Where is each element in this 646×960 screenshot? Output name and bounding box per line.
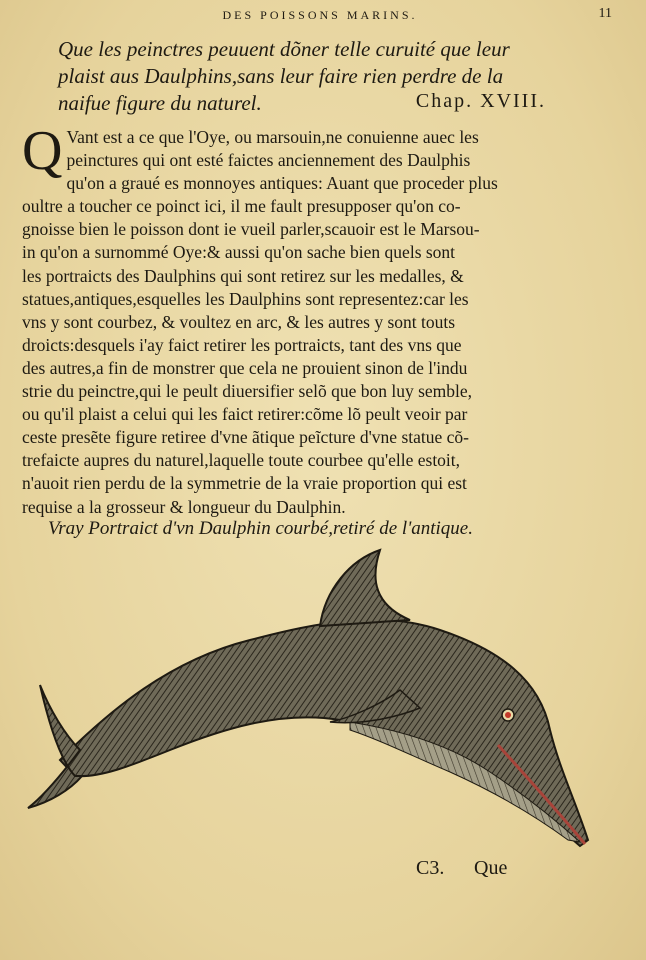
body-line: oultre a toucher ce poinct ici, il me fault presupposer qu'on co-	[22, 196, 461, 217]
dolphin-dorsal-fin	[320, 550, 410, 626]
body-line: droicts:desquels i'ay faict retirer les portraicts, tant des vns que	[22, 334, 462, 355]
running-head: DES POISSONS MARINS.	[222, 8, 418, 22]
body-line: in qu'on a surnommé Oye:& aussi qu'on sache bien quels sont	[22, 242, 456, 263]
catchword: Que	[474, 857, 508, 879]
dolphin-woodcut	[20, 540, 600, 870]
body-line: Vant est a ce que l'Oye, ou marsouin,ne conuienne auec les	[66, 127, 479, 147]
body-line: les portraicts des Daulphins qui sont retirez sur les medalles, &	[22, 265, 464, 286]
chapter-number: Chap. XVIII.	[415, 90, 546, 112]
dolphin-body	[60, 620, 588, 846]
body-line: vns y sont courbez, & voultez en arc, & les autres y sont touts	[22, 311, 456, 332]
body-line: requise a la grosseur & longueur du Daulphin.	[22, 496, 346, 517]
figure-caption: Vray Portraict d'vn Daulphin courbé,retiré de l'antique.	[48, 518, 473, 539]
body-line: statues,antiques,esquelles les Daulphins sont representez:car les	[22, 288, 469, 309]
signature-mark: C3.	[416, 857, 445, 879]
body-line: gnoisse bien le poisson dont ie vueil parler,scauoir est le Marsou-	[22, 219, 480, 240]
body-line: trefaicte aupres du naturel,laquelle toute courbee qu'elle estoit,	[22, 450, 461, 471]
body-line: peinctures qui ont esté faictes anciennement des Daulphis	[66, 150, 471, 171]
chapter-title-line: Que les peinctres peuuent dõner telle curuité que leur	[58, 37, 510, 61]
chapter-title-line: plaist aus Daulphins,sans leur faire rien perdre de la	[58, 64, 504, 88]
body-line: des autres,a fin de monstrer que cela ne prouient sinon de l'indu	[22, 357, 468, 378]
chapter-title-line: naifue figure du naturel.	[58, 91, 262, 115]
body-line: qu'on a graué es monnoyes antiques: Auant que proceder plus	[66, 173, 498, 194]
folio-number: 11	[598, 6, 612, 21]
body-line: ou qu'il plaist a celui qui les faict retirer:cõme lõ peult veoir par	[22, 404, 468, 425]
body-text	[22, 120, 522, 519]
body-line: n'auoit rien perdu de la symmetrie de la vraie proportion qui est	[22, 473, 467, 494]
body-line: strie du peinctre,qui le peult diuersifier selõ que bon luy semble,	[22, 381, 473, 402]
dolphin-tail	[28, 685, 82, 808]
drop-cap: Q	[22, 120, 63, 182]
body-line: ceste presẽte figure retiree d'vne ãtique peĩcture d'vne statue cõ-	[22, 427, 469, 448]
